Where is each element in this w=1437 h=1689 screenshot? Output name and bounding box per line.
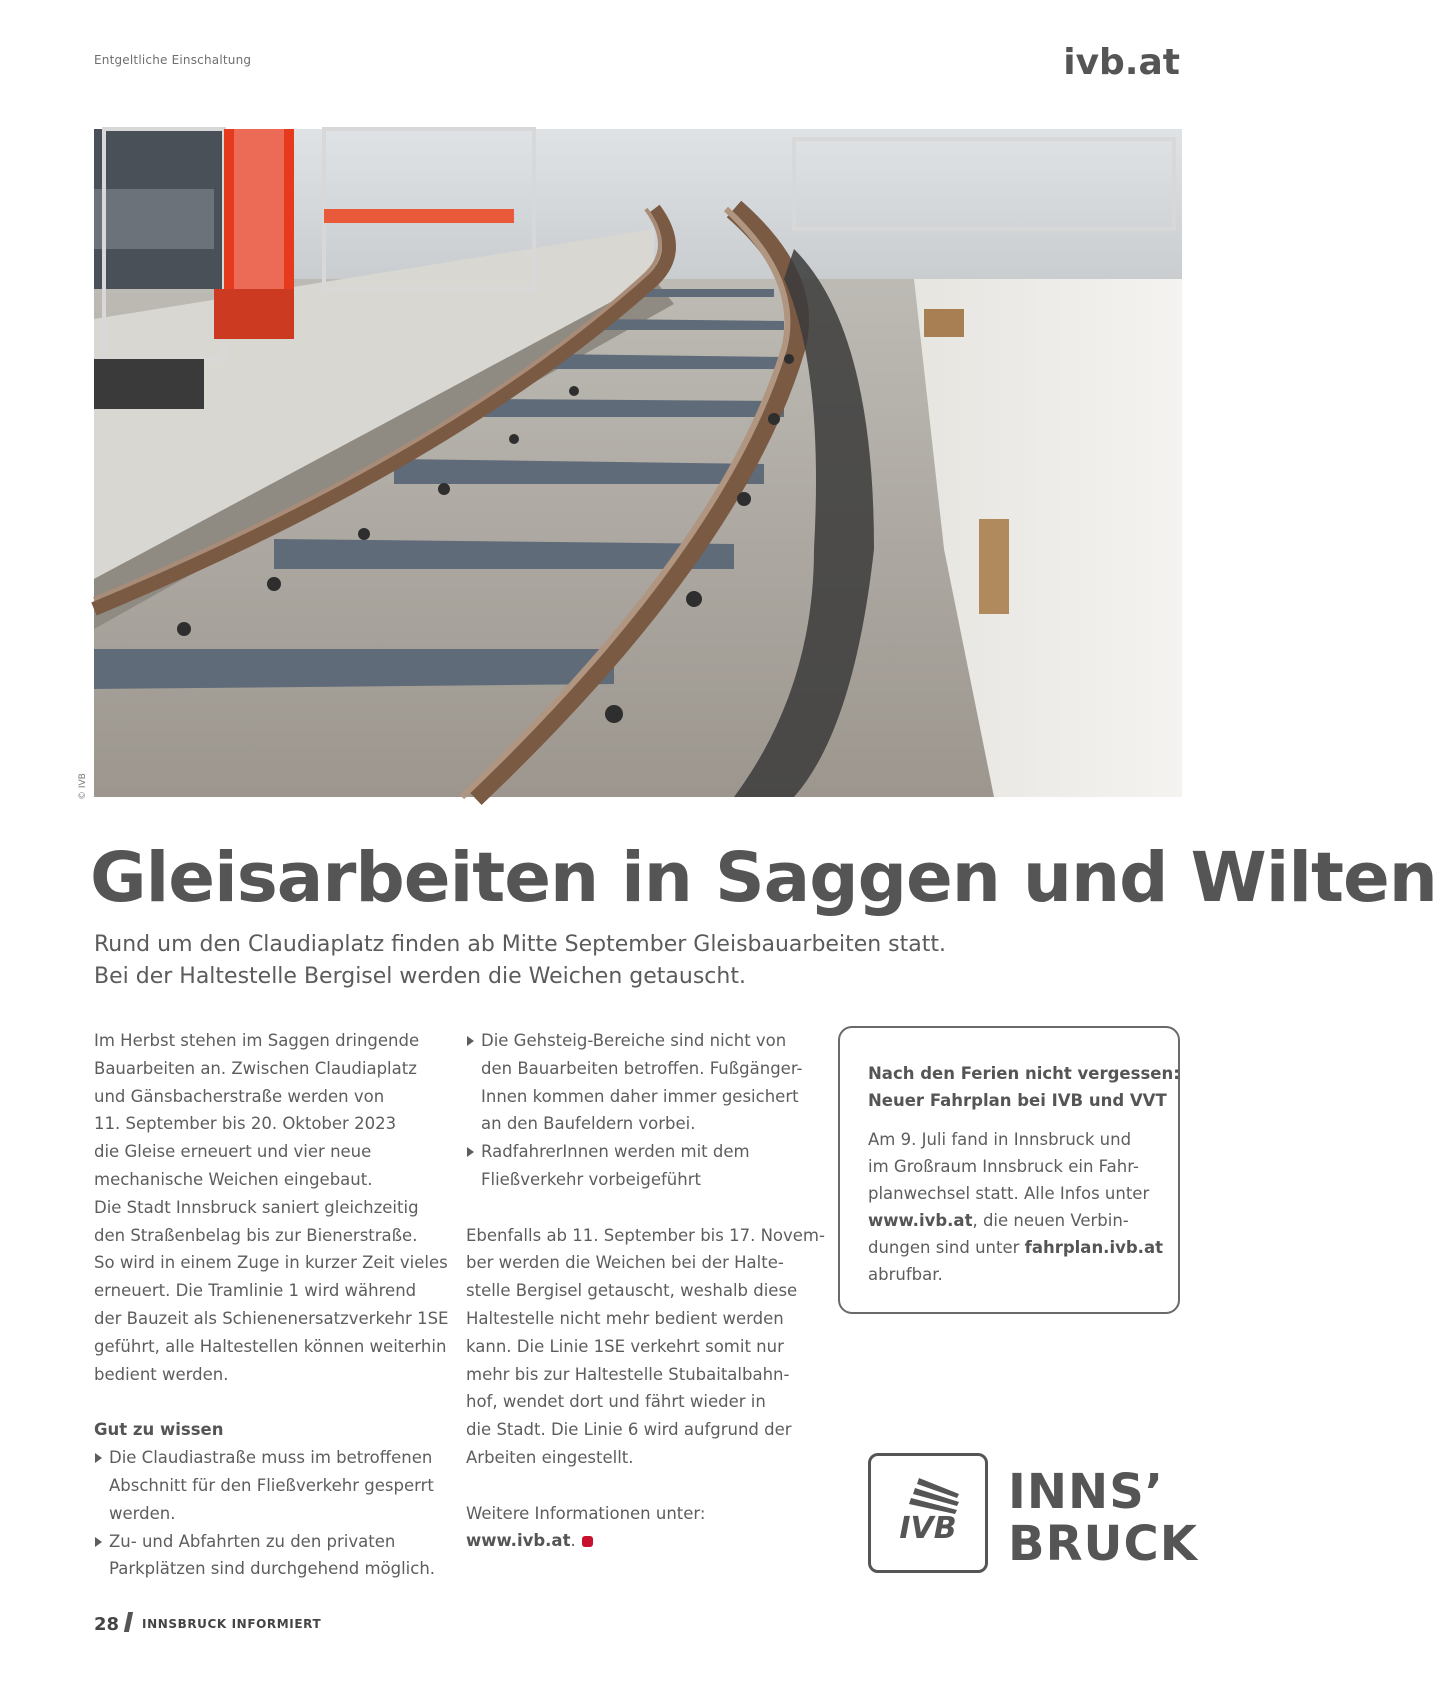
text-line: die Stadt. Die Linie 6 wird aufgrund der xyxy=(466,1420,792,1440)
text-line: stelle Bergisel getauscht, weshalb diese xyxy=(466,1281,798,1301)
text-line: den Straßenbelag bis zur Bienerstraße. xyxy=(94,1225,418,1245)
article-headline: Gleisarbeiten in Saggen und Wilten xyxy=(90,838,1437,918)
text-line: Parkplätzen sind durchgehend möglich. xyxy=(109,1559,436,1579)
bullet-triangle-icon xyxy=(95,1537,102,1547)
text-line: Innen kommen daher immer gesichert xyxy=(481,1086,799,1106)
text-line xyxy=(868,1234,1163,1261)
bullet-item xyxy=(94,1444,444,1527)
text-line: werden. xyxy=(109,1503,176,1523)
intro-paragraph xyxy=(94,1027,449,1388)
text-line: ber werden die Weichen bei der Halte- xyxy=(466,1253,784,1273)
hero-photo-track-works xyxy=(94,129,1182,797)
text-line: Abschnitt für den Fließverkehr gesperrt xyxy=(109,1475,434,1495)
text-line: Bauarbeiten an. Zwischen Claudiaplatz xyxy=(94,1058,417,1078)
info-box-title xyxy=(868,1060,1180,1114)
ivb-link[interactable]: www.ivb.at xyxy=(868,1211,973,1230)
photo-credit: © IVB xyxy=(78,773,88,800)
text-line: der Bauzeit als Schienenersatzverkehr 1SE xyxy=(94,1308,449,1328)
text-line xyxy=(868,1207,1150,1234)
text-line: mechanische Weichen eingebaut. xyxy=(94,1169,373,1189)
more-info-line xyxy=(466,1527,816,1555)
timetable-link[interactable]: fahrplan.ivb.at xyxy=(1024,1238,1163,1257)
text-line: die Gleise erneuert und vier neue xyxy=(94,1142,372,1162)
bullet-triangle-icon xyxy=(467,1147,474,1157)
city-logo-line: BRUCK xyxy=(1008,1516,1198,1572)
article-column-1 xyxy=(94,1027,449,1583)
text-line: an den Baufeldern vorbei. xyxy=(481,1114,696,1134)
text-line: im Großraum Innsbruck ein Fahr- xyxy=(868,1157,1139,1176)
text-line: So wird in einem Zuge in kurzer Zeit vieles xyxy=(94,1253,448,1273)
innsbruck-city-logo xyxy=(1008,1466,1198,1570)
text-line: RadfahrerInnen werden mit dem xyxy=(481,1142,750,1162)
bullet-item xyxy=(466,1027,816,1138)
text-line: erneuert. Die Tramlinie 1 wird während xyxy=(94,1281,417,1301)
text-fragment: , die neuen Verbin- xyxy=(972,1211,1129,1230)
text-line: Die Gehsteig-Bereiche sind nicht von xyxy=(481,1031,787,1050)
text-line: Im Herbst stehen im Saggen dringende xyxy=(94,1031,420,1050)
more-info-link[interactable]: www.ivb.at xyxy=(466,1531,571,1551)
text-line: Neuer Fahrplan bei IVB und VVT xyxy=(868,1091,1167,1110)
text-line: 11. September bis 20. Oktober 2023 xyxy=(94,1114,397,1134)
info-box-body xyxy=(868,1126,1163,1288)
article-subhead xyxy=(94,929,1184,993)
text-line: mehr bis zur Haltestelle Stubaitalbahn- xyxy=(466,1364,790,1384)
ad-label: Entgeltliche Einschaltung xyxy=(94,53,252,67)
page-number: 28 xyxy=(94,1614,120,1635)
text-line: Ebenfalls ab 11. September bis 17. Novem- xyxy=(466,1225,825,1245)
text-line: Zu- und Abfahrten zu den privaten xyxy=(109,1531,396,1551)
text-line: geführt, alle Haltestellen können weiterhin xyxy=(94,1336,447,1356)
text-line: Die Stadt Innsbruck saniert gleichzeitig xyxy=(94,1197,419,1217)
text-line: hof, wendet dort und fährt wieder in xyxy=(466,1392,766,1412)
ivb-logo xyxy=(868,1453,988,1573)
text-line: bedient werden. xyxy=(94,1364,229,1384)
bullet-triangle-icon xyxy=(467,1036,474,1046)
footer-divider xyxy=(124,1612,133,1632)
site-brand[interactable]: ivb.at xyxy=(1063,42,1180,83)
article-column-2 xyxy=(466,1027,825,1555)
end-mark-icon xyxy=(582,1536,593,1547)
bergisel-paragraph xyxy=(466,1222,825,1472)
ivb-logo-text: IVB xyxy=(899,1511,957,1546)
text-fragment: dungen sind unter xyxy=(868,1238,1025,1257)
more-info-period: . xyxy=(570,1531,576,1551)
text-line: Nach den Ferien nicht vergessen: xyxy=(868,1064,1180,1083)
bullet-triangle-icon xyxy=(95,1453,102,1463)
city-logo-line: INNS’ xyxy=(1008,1464,1165,1520)
magazine-name: INNSBRUCK INFORMIERT xyxy=(142,1617,322,1631)
text-line: Am 9. Juli fand in Innsbruck und xyxy=(868,1130,1132,1149)
text-line: planwechsel statt. Alle Infos unter xyxy=(868,1184,1150,1203)
text-line: Fließverkehr vorbeigeführt xyxy=(481,1169,701,1189)
timetable-info-box xyxy=(838,1026,1180,1314)
more-info-label: Weitere Informationen unter: xyxy=(466,1503,706,1523)
bullet-item xyxy=(94,1528,444,1584)
subhead-line: Bei der Haltestelle Bergisel werden die Weichen getauscht. xyxy=(94,964,746,989)
text-line: kann. Die Linie 1SE verkehrt somit nur xyxy=(466,1336,784,1356)
text-line: abrufbar. xyxy=(868,1265,943,1284)
text-line: Arbeiten eingestellt. xyxy=(466,1447,634,1467)
subhead-line: Rund um den Claudiaplatz finden ab Mitte September Gleisbauarbeiten statt. xyxy=(94,932,946,957)
text-line: und Gänsbacherstraße werden von xyxy=(94,1086,385,1106)
bullet-item xyxy=(466,1138,816,1194)
text-line: den Bauarbeiten betroffen. Fußgänger- xyxy=(481,1058,803,1078)
good-to-know-title: Gut zu wissen xyxy=(94,1420,224,1440)
text-line: Haltestelle nicht mehr bedient werden xyxy=(466,1308,784,1328)
text-line: Die Claudiastraße muss im betroffenen xyxy=(109,1448,433,1468)
